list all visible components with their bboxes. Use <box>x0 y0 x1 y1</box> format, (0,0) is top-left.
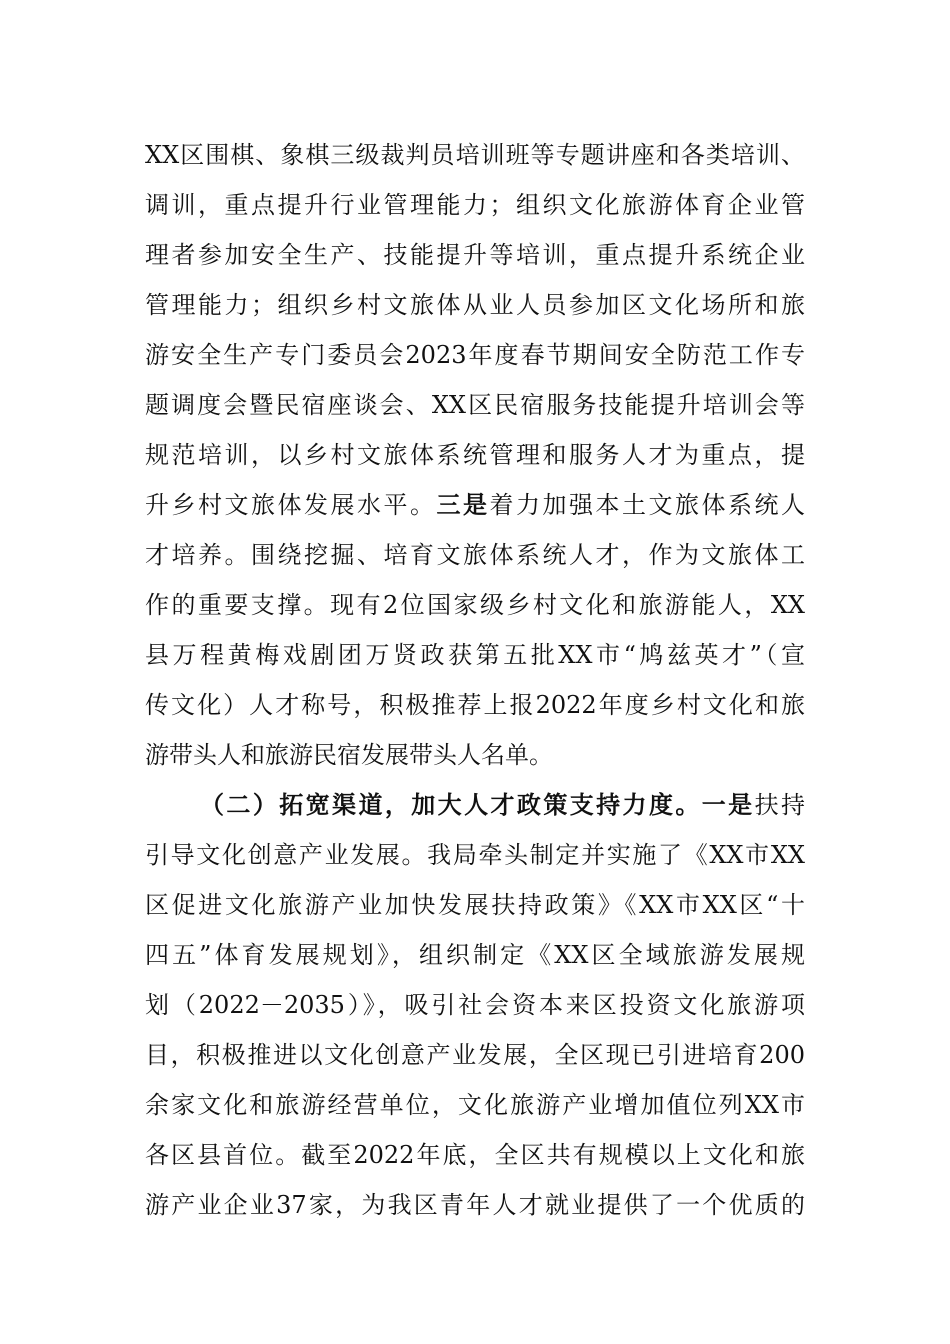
text-line: 目，积极推进以文化创意产业发展，全区现已引进培育200 <box>145 1041 805 1069</box>
text-run: 着力加强本土文旅体系统人 <box>489 491 805 519</box>
text-line: 调训，重点提升行业管理能力；组织文化旅游体育企业管 <box>145 191 805 219</box>
text-line: 引导文化创意产业发展。我局牵头制定并实施了《XX市XX <box>145 841 805 869</box>
text-line: 游安全生产专门委员会2023年度春节期间安全防范工作专 <box>145 341 805 369</box>
text-line: 才培养。围绕挖掘、培育文旅体系统人才，作为文旅体工 <box>145 541 805 569</box>
text-line: 理者参加安全生产、技能提升等培训，重点提升系统企业 <box>145 241 805 269</box>
text-line: 游产业企业37家，为我区青年人才就业提供了一个优质的 <box>145 1191 805 1219</box>
text-line: 县万程黄梅戏剧团万贤政获第五批XX市“鸠兹英才”（宣 <box>145 641 805 669</box>
section-heading-line <box>200 785 805 825</box>
text-run: 升乡村文旅体发展水平。 <box>145 491 437 519</box>
text-line: 区促进文化旅游产业加快发展扶持政策》《XX市XX区“十 <box>145 891 805 919</box>
text-line: 游带头人和旅游民宿发展带头人名单。 <box>145 741 553 769</box>
text-line: 余家文化和旅游经营单位，文化旅游产业增加值位列XX市 <box>145 1091 805 1119</box>
text-line: 传文化）人才称号，积极推荐上报2022年度乡村文化和旅 <box>145 691 805 719</box>
text-line: 四五”体育发展规划》，组织制定《XX区全域旅游发展规 <box>145 941 805 969</box>
text-line: XX区围棋、象棋三级裁判员培训班等专题讲座和各类培训、 <box>145 141 805 169</box>
text-line: 划（2022－2035）》，吸引社会资本来区投资文化旅游项 <box>145 991 805 1019</box>
text-line: 规范培训，以乡村文旅体系统管理和服务人才为重点，提 <box>145 441 805 469</box>
text-line: 各区县首位。截至2022年底，全区共有规模以上文化和旅 <box>145 1141 805 1169</box>
text-line <box>145 485 805 525</box>
section-heading: （二）拓宽渠道，加大人才政策支持力度。一是 <box>200 790 755 819</box>
text-line: 作的重要支撑。现有2位国家级乡村文化和旅游能人，XX <box>145 591 805 619</box>
text-line: 管理能力；组织乡村文旅体从业人员参加区文化场所和旅 <box>145 291 805 319</box>
text-run: 扶持 <box>754 791 806 819</box>
bold-marker: 三是 <box>436 490 490 519</box>
text-line: 题调度会暨民宿座谈会、XX区民宿服务技能提升培训会等 <box>145 391 805 419</box>
